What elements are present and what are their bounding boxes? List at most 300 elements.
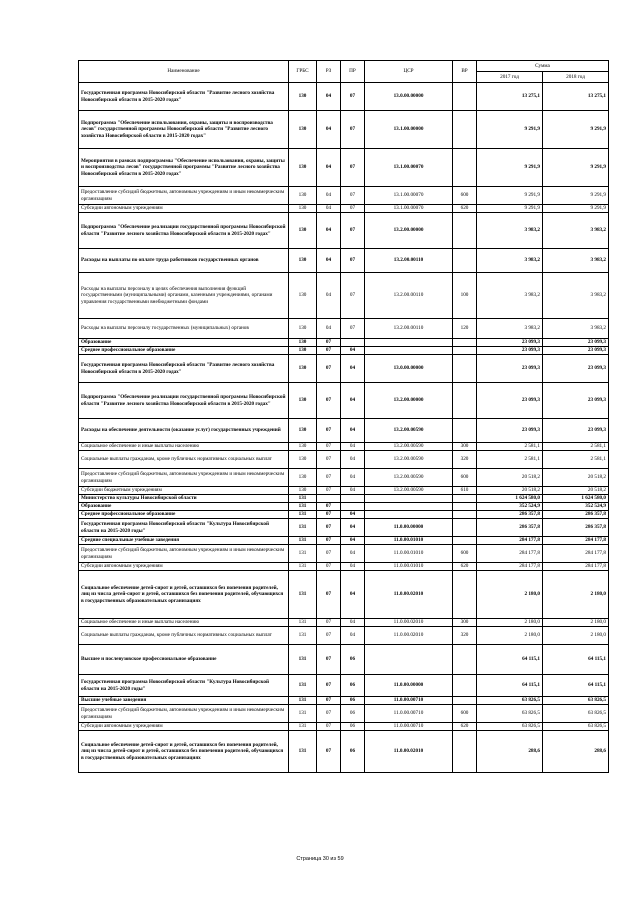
page-number: Страница 30 из 59: [296, 856, 344, 862]
cell-2018: 23 099,3: [543, 347, 609, 355]
cell-csr: 11.0.00.01010: [365, 545, 453, 563]
cell-pr: 06: [341, 675, 365, 697]
cell-vr: [453, 511, 477, 519]
cell-csr: [365, 503, 453, 511]
cell-2017: 13 275,1: [477, 83, 543, 111]
table-row: [79, 495, 609, 503]
cell-grbs: 131: [289, 571, 317, 619]
cell-csr: 11.0.00.00710: [365, 705, 453, 723]
cell-2018: 20 518,2: [543, 487, 609, 495]
cell-vr: 320: [453, 627, 477, 645]
table-row: [79, 213, 609, 249]
cell-csr: 13.2.00.00590: [365, 487, 453, 495]
table-row: [79, 111, 609, 149]
cell-2017: 9 291,9: [477, 187, 543, 205]
cell-name: Социальные выплаты гражданам, кроме публичных нормативных социальных выплат: [79, 451, 289, 469]
table-row: [79, 645, 609, 675]
table-row: [79, 731, 609, 773]
table-row: [79, 273, 609, 319]
header-vr: ВР: [453, 61, 477, 83]
cell-csr: 13.2.00.00000: [365, 213, 453, 249]
cell-rz: 04: [317, 205, 341, 213]
cell-2018: 9 291,9: [543, 205, 609, 213]
cell-rz: 07: [317, 705, 341, 723]
cell-csr: 13.2.00.00590: [365, 451, 453, 469]
cell-rz: 04: [317, 249, 341, 273]
cell-2017: 23 099,3: [477, 339, 543, 347]
cell-2017: 23 099,3: [477, 419, 543, 443]
cell-csr: 13.2.00.00000: [365, 383, 453, 419]
cell-grbs: 130: [289, 469, 317, 487]
cell-2017: 284 177,8: [477, 537, 543, 545]
cell-vr: [453, 503, 477, 511]
cell-vr: [453, 519, 477, 537]
cell-pr: 07: [341, 187, 365, 205]
cell-2018: 284 177,8: [543, 545, 609, 563]
cell-grbs: 131: [289, 627, 317, 645]
cell-rz: 07: [317, 697, 341, 705]
cell-pr: 04: [341, 571, 365, 619]
cell-rz: 07: [317, 675, 341, 697]
header-csr: ЦСР: [365, 61, 453, 83]
cell-pr: 04: [341, 537, 365, 545]
cell-name: Среднее профессиональное образование: [79, 347, 289, 355]
cell-pr: 07: [341, 249, 365, 273]
cell-name: Мероприятия в рамках подпрограммы "Обеспечение использования, охраны, защиты и воспроизводства лесов" государственной программы "Развитие лесного хозяйства Новосибирской области в 2015-2020 годах": [79, 149, 289, 187]
cell-pr: 07: [341, 213, 365, 249]
header-rz: РЗ: [317, 61, 341, 83]
table-row: [79, 319, 609, 339]
cell-2018: 2 180,0: [543, 571, 609, 619]
cell-vr: [453, 355, 477, 383]
cell-csr: 13.1.00.00070: [365, 187, 453, 205]
cell-grbs: 130: [289, 273, 317, 319]
cell-grbs: 130: [289, 383, 317, 419]
cell-grbs: 130: [289, 347, 317, 355]
cell-2018: 2 180,0: [543, 619, 609, 627]
cell-csr: 11.0.00.00000: [365, 519, 453, 537]
cell-rz: 07: [317, 339, 341, 347]
cell-pr: [341, 495, 365, 503]
cell-name: Государственная программа Новосибирской области "Развитие лесного хозяйства Новосибирской области в 2015-2020 годах": [79, 355, 289, 383]
table-row: [79, 469, 609, 487]
cell-2017: 2 180,0: [477, 571, 543, 619]
cell-grbs: 130: [289, 419, 317, 443]
cell-name: Подпрограмма "Обеспечение реализации государственной программы Новосибирской области "Развитие лесного хозяйства Новосибирской области в 2015-2020 годах": [79, 383, 289, 419]
table-row: [79, 249, 609, 273]
cell-vr: [453, 571, 477, 619]
cell-vr: [453, 731, 477, 773]
cell-grbs: 131: [289, 697, 317, 705]
cell-2017: 9 291,9: [477, 111, 543, 149]
cell-2018: 63 826,5: [543, 723, 609, 731]
cell-2018: 284 177,8: [543, 563, 609, 571]
cell-name: Высшее и послевузовское профессиональное образование: [79, 645, 289, 675]
cell-csr: 11.0.00.00710: [365, 723, 453, 731]
cell-2018: 288,6: [543, 731, 609, 773]
cell-2017: 23 099,3: [477, 383, 543, 419]
cell-2017: 64 115,1: [477, 675, 543, 697]
cell-2018: 63 826,5: [543, 697, 609, 705]
table-row: [79, 519, 609, 537]
cell-grbs: 130: [289, 249, 317, 273]
cell-vr: 120: [453, 319, 477, 339]
table-row: [79, 383, 609, 419]
cell-grbs: 130: [289, 339, 317, 347]
cell-pr: 06: [341, 697, 365, 705]
cell-grbs: 131: [289, 537, 317, 545]
table-row: [79, 503, 609, 511]
cell-2017: 288,6: [477, 731, 543, 773]
cell-vr: 300: [453, 619, 477, 627]
cell-2018: 23 099,3: [543, 339, 609, 347]
cell-csr: 13.2.00.00590: [365, 443, 453, 451]
cell-csr: [365, 645, 453, 675]
cell-grbs: 131: [289, 503, 317, 511]
cell-2017: 352 524,9: [477, 503, 543, 511]
cell-grbs: 131: [289, 519, 317, 537]
cell-2017: 3 983,2: [477, 213, 543, 249]
cell-csr: 11.0.00.02010: [365, 571, 453, 619]
table-row: [79, 443, 609, 451]
cell-csr: 13.1.00.00070: [365, 205, 453, 213]
cell-csr: 13.0.00.00000: [365, 355, 453, 383]
cell-vr: [453, 111, 477, 149]
cell-vr: [453, 347, 477, 355]
cell-vr: [453, 339, 477, 347]
cell-grbs: 131: [289, 731, 317, 773]
cell-grbs: 131: [289, 563, 317, 571]
cell-csr: [365, 347, 453, 355]
cell-csr: 11.0.00.00000: [365, 675, 453, 697]
cell-grbs: 131: [289, 619, 317, 627]
cell-grbs: 130: [289, 111, 317, 149]
cell-vr: [453, 213, 477, 249]
cell-rz: 04: [317, 273, 341, 319]
cell-grbs: 131: [289, 705, 317, 723]
cell-2017: 63 826,5: [477, 697, 543, 705]
cell-2017: 284 177,8: [477, 563, 543, 571]
cell-pr: 04: [341, 487, 365, 495]
cell-2017: 2 581,1: [477, 451, 543, 469]
cell-name: Государственная программа Новосибирской области "Развитие лесного хозяйства Новосибирской области в 2015-2020 годах": [79, 83, 289, 111]
cell-2017: 284 177,8: [477, 545, 543, 563]
cell-name: Средние специальные учебные заведения: [79, 537, 289, 545]
cell-vr: [453, 149, 477, 187]
cell-2018: 63 826,5: [543, 705, 609, 723]
cell-name: Социальные выплаты гражданам, кроме публичных нормативных социальных выплат: [79, 627, 289, 645]
cell-2017: 23 099,3: [477, 347, 543, 355]
cell-vr: [453, 383, 477, 419]
cell-pr: 04: [341, 469, 365, 487]
cell-2017: 3 983,2: [477, 319, 543, 339]
cell-name: Предоставление субсидий бюджетным, автономным учреждениям и иным некоммерческим организациям: [79, 705, 289, 723]
cell-grbs: 130: [289, 487, 317, 495]
cell-2018: 9 291,9: [543, 187, 609, 205]
cell-rz: 07: [317, 571, 341, 619]
header-2017: 2017 год: [477, 72, 543, 83]
header-grbs: ГРБС: [289, 61, 317, 83]
cell-pr: 04: [341, 383, 365, 419]
cell-grbs: 131: [289, 645, 317, 675]
cell-2017: 63 826,5: [477, 705, 543, 723]
cell-rz: 07: [317, 519, 341, 537]
cell-name: Предоставление субсидий бюджетным, автономным учреждениям и иным некоммерческим организациям: [79, 469, 289, 487]
cell-grbs: 130: [289, 319, 317, 339]
cell-2018: 64 115,1: [543, 675, 609, 697]
cell-vr: [453, 249, 477, 273]
cell-name: Расходы на обеспечение деятельности (оказание услуг) государственных учреждений: [79, 419, 289, 443]
cell-2017: 9 291,9: [477, 149, 543, 187]
cell-csr: 13.2.00.00110: [365, 249, 453, 273]
cell-pr: 04: [341, 627, 365, 645]
cell-vr: 620: [453, 723, 477, 731]
cell-2017: 1 624 580,0: [477, 495, 543, 503]
cell-vr: 600: [453, 545, 477, 563]
cell-pr: 07: [341, 273, 365, 319]
cell-pr: 04: [341, 519, 365, 537]
budget-table: [78, 60, 609, 773]
cell-2018: 23 099,3: [543, 355, 609, 383]
table-row: [79, 545, 609, 563]
cell-name: Расходы на выплаты по оплате труда работников государственных органов: [79, 249, 289, 273]
cell-csr: 13.1.00.00000: [365, 111, 453, 149]
cell-vr: [453, 83, 477, 111]
cell-2017: 23 099,3: [477, 355, 543, 383]
cell-grbs: 130: [289, 213, 317, 249]
cell-2018: 20 518,2: [543, 469, 609, 487]
cell-2018: 1 624 580,0: [543, 495, 609, 503]
cell-pr: 04: [341, 619, 365, 627]
cell-csr: 13.0.00.00000: [365, 83, 453, 111]
cell-csr: 13.2.00.00590: [365, 469, 453, 487]
cell-name: Субсидии бюджетным учреждениям: [79, 487, 289, 495]
cell-2018: 286 357,8: [543, 519, 609, 537]
cell-rz: 07: [317, 469, 341, 487]
cell-csr: 11.0.00.02010: [365, 731, 453, 773]
cell-rz: 04: [317, 149, 341, 187]
cell-name: Расходы на выплаты персоналу в целях обеспечения выполнения функций государственными (муниципальными) органами, казенными учреждениями, органами управления государственными внебюджетными фондами: [79, 273, 289, 319]
cell-pr: 04: [341, 355, 365, 383]
cell-name: Государственная программа Новосибирской области "Культура Новосибирской области на 2015-2020 годы": [79, 675, 289, 697]
cell-pr: 06: [341, 731, 365, 773]
cell-rz: 07: [317, 627, 341, 645]
cell-vr: 600: [453, 705, 477, 723]
cell-name: Министерство культуры Новосибирской области: [79, 495, 289, 503]
cell-2018: 3 983,2: [543, 249, 609, 273]
cell-2018: 352 524,9: [543, 503, 609, 511]
cell-vr: 320: [453, 451, 477, 469]
cell-pr: 04: [341, 545, 365, 563]
header-name: Наименование: [79, 61, 289, 83]
cell-csr: 13.1.00.00070: [365, 149, 453, 187]
table-row: [79, 205, 609, 213]
table-row: [79, 627, 609, 645]
cell-grbs: 130: [289, 187, 317, 205]
cell-pr: 07: [341, 319, 365, 339]
cell-rz: 07: [317, 443, 341, 451]
cell-rz: 07: [317, 487, 341, 495]
cell-2018: 64 115,1: [543, 645, 609, 675]
cell-vr: 300: [453, 443, 477, 451]
cell-name: Предоставление субсидий бюджетным, автономным учреждениям и иным некоммерческим организациям: [79, 187, 289, 205]
cell-grbs: 130: [289, 443, 317, 451]
cell-2018: 13 275,1: [543, 83, 609, 111]
cell-rz: 07: [317, 563, 341, 571]
cell-csr: 11.0.00.01010: [365, 537, 453, 545]
cell-vr: 600: [453, 469, 477, 487]
cell-rz: 07: [317, 451, 341, 469]
cell-pr: 06: [341, 705, 365, 723]
table-row: [79, 705, 609, 723]
cell-pr: 04: [341, 419, 365, 443]
table-row: [79, 149, 609, 187]
header-2018: 2018 год: [543, 72, 609, 83]
cell-csr: 11.0.00.00710: [365, 697, 453, 705]
cell-rz: 07: [317, 355, 341, 383]
cell-2018: 2 180,0: [543, 627, 609, 645]
table-row: [79, 347, 609, 355]
cell-rz: 07: [317, 511, 341, 519]
cell-2018: 3 983,2: [543, 273, 609, 319]
cell-rz: 07: [317, 419, 341, 443]
cell-pr: 07: [341, 205, 365, 213]
cell-2017: 2 180,0: [477, 619, 543, 627]
cell-csr: 13.2.00.00590: [365, 419, 453, 443]
table-row: [79, 675, 609, 697]
cell-2017: 2 180,0: [477, 627, 543, 645]
cell-vr: 620: [453, 205, 477, 213]
cell-pr: 04: [341, 563, 365, 571]
cell-name: Субсидии автономным учреждениям: [79, 563, 289, 571]
cell-rz: 07: [317, 347, 341, 355]
cell-rz: 07: [317, 731, 341, 773]
cell-grbs: 130: [289, 355, 317, 383]
cell-rz: 07: [317, 645, 341, 675]
cell-vr: [453, 697, 477, 705]
cell-pr: 04: [341, 443, 365, 451]
cell-2017: 3 983,2: [477, 273, 543, 319]
cell-pr: 07: [341, 149, 365, 187]
cell-name: Предоставление субсидий бюджетным, автономным учреждениям и иным некоммерческим организациям: [79, 545, 289, 563]
table-row: [79, 619, 609, 627]
cell-rz: 04: [317, 187, 341, 205]
cell-vr: [453, 675, 477, 697]
cell-grbs: 130: [289, 205, 317, 213]
cell-pr: [341, 339, 365, 347]
cell-rz: 07: [317, 545, 341, 563]
cell-pr: 06: [341, 723, 365, 731]
cell-name: Социальное обеспечение детей-сирот и детей, оставшихся без попечения родителей, лиц из числа детей-сирот и детей, оставшихся без попечения родителей, обучающихся в государственных образовательных организациях: [79, 571, 289, 619]
cell-pr: 06: [341, 645, 365, 675]
cell-2017: 286 357,8: [477, 519, 543, 537]
cell-vr: 620: [453, 563, 477, 571]
cell-grbs: 131: [289, 723, 317, 731]
cell-pr: 04: [341, 451, 365, 469]
table-row: [79, 487, 609, 495]
cell-name: Социальное обеспечение и иные выплаты населению: [79, 443, 289, 451]
cell-vr: 600: [453, 187, 477, 205]
cell-name: Образование: [79, 503, 289, 511]
table-row: [79, 563, 609, 571]
cell-2017: 20 518,2: [477, 487, 543, 495]
cell-2018: 2 581,1: [543, 451, 609, 469]
cell-grbs: 130: [289, 149, 317, 187]
cell-2018: 286 357,8: [543, 511, 609, 519]
cell-vr: [453, 419, 477, 443]
cell-2018: 3 983,2: [543, 319, 609, 339]
cell-2018: 23 099,3: [543, 383, 609, 419]
cell-grbs: 131: [289, 495, 317, 503]
cell-2017: 20 518,2: [477, 469, 543, 487]
cell-vr: 100: [453, 273, 477, 319]
table-row: [79, 451, 609, 469]
cell-name: Расходы на выплаты персоналу государственных (муниципальных) органов: [79, 319, 289, 339]
table-row: [79, 187, 609, 205]
cell-rz: 04: [317, 111, 341, 149]
cell-grbs: 131: [289, 545, 317, 563]
cell-2018: 9 291,9: [543, 149, 609, 187]
cell-2017: 64 115,1: [477, 645, 543, 675]
cell-rz: 04: [317, 213, 341, 249]
cell-grbs: 131: [289, 511, 317, 519]
cell-name: Образование: [79, 339, 289, 347]
cell-rz: 07: [317, 619, 341, 627]
cell-2017: 63 826,5: [477, 723, 543, 731]
cell-2018: 3 983,2: [543, 213, 609, 249]
table-row: [79, 419, 609, 443]
table-row: [79, 355, 609, 383]
cell-2018: 9 291,9: [543, 111, 609, 149]
cell-name: Среднее профессиональное образование: [79, 511, 289, 519]
cell-csr: 13.2.00.00110: [365, 319, 453, 339]
cell-csr: [365, 339, 453, 347]
cell-name: Высшие учебные заведения: [79, 697, 289, 705]
cell-name: Субсидии автономным учреждениям: [79, 205, 289, 213]
header-sum: Сумма: [477, 61, 609, 72]
cell-vr: 610: [453, 487, 477, 495]
cell-name: Подпрограмма "Обеспечение реализации государственной программы Новосибирской области "Развитие лесного хозяйства Новосибирской области в 2015-2020 годах": [79, 213, 289, 249]
cell-csr: 11.0.00.02010: [365, 619, 453, 627]
cell-rz: [317, 495, 341, 503]
table-row: [79, 697, 609, 705]
cell-name: Государственная программа Новосибирской области "Культура Новосибирской области на 2015-2020 годы": [79, 519, 289, 537]
cell-rz: 04: [317, 319, 341, 339]
table-row: [79, 723, 609, 731]
cell-pr: [341, 503, 365, 511]
cell-vr: [453, 495, 477, 503]
table-row: [79, 511, 609, 519]
cell-csr: [365, 495, 453, 503]
cell-name: Социальное обеспечение и иные выплаты населению: [79, 619, 289, 627]
cell-pr: 07: [341, 111, 365, 149]
cell-csr: 11.0.00.02010: [365, 627, 453, 645]
cell-pr: 04: [341, 347, 365, 355]
cell-name: Субсидии автономным учреждениям: [79, 723, 289, 731]
cell-grbs: 130: [289, 83, 317, 111]
cell-rz: 07: [317, 537, 341, 545]
cell-2017: 9 291,9: [477, 205, 543, 213]
cell-2017: 2 581,1: [477, 443, 543, 451]
cell-pr: 04: [341, 511, 365, 519]
cell-vr: [453, 537, 477, 545]
table-row: [79, 339, 609, 347]
cell-rz: 04: [317, 83, 341, 111]
cell-2018: 284 177,8: [543, 537, 609, 545]
table-row: [79, 571, 609, 619]
cell-csr: 11.0.00.01010: [365, 563, 453, 571]
cell-rz: 07: [317, 723, 341, 731]
